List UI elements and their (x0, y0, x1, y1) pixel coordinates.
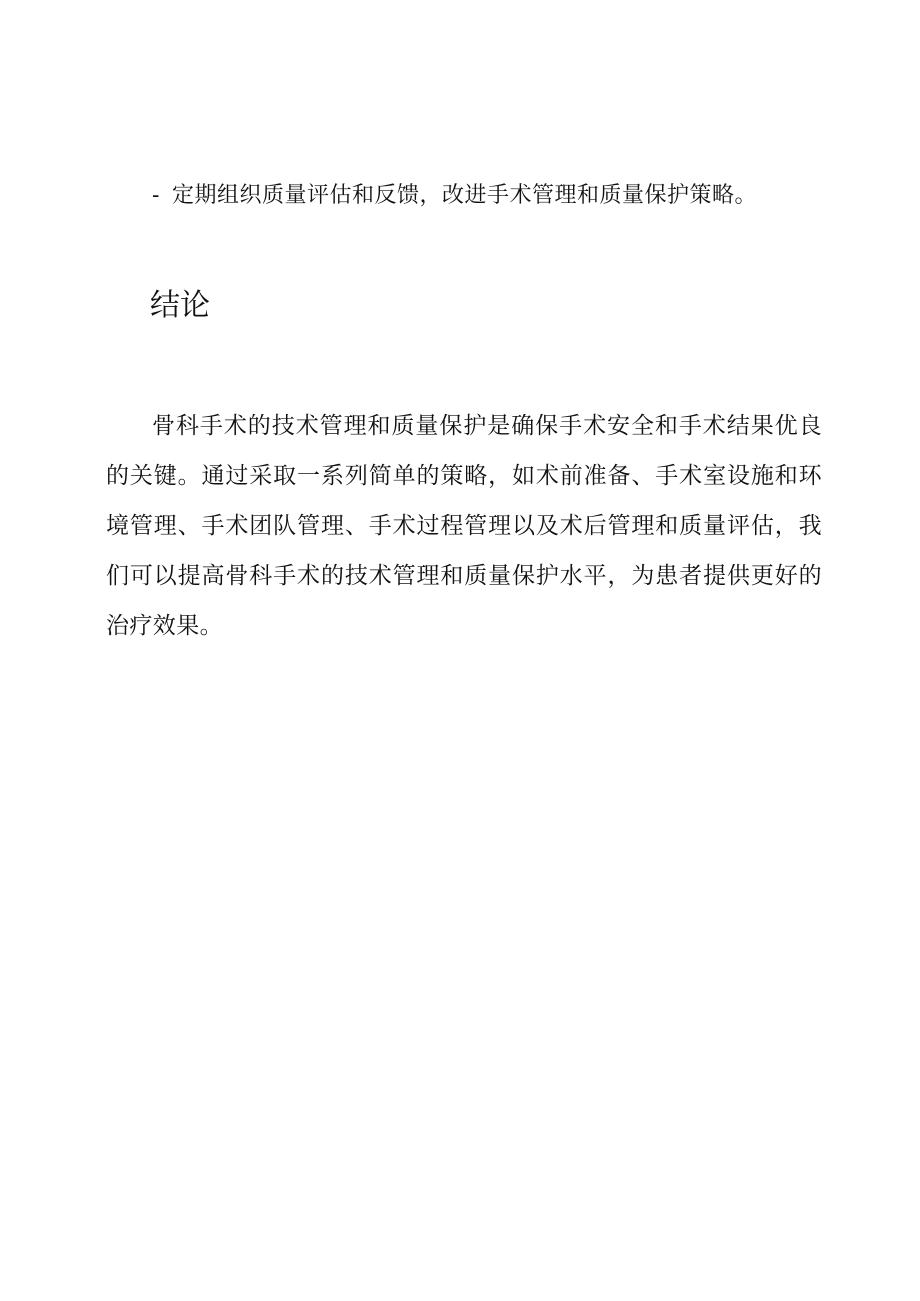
bullet-item (152, 178, 852, 214)
conclusion-heading: 结论 (150, 288, 210, 323)
conclusion-paragraph: 骨科手术的技术管理和质量保护是确保手术安全和手术结果优良的关键。通过采取一系列简单的策略，如术前准备、手术室设施和环境管理、手术团队管理、手术过程管理以及术后管理和质量评估，我们可以提高骨科手术的技术管理和质量保护水平，为患者提供更好的治疗效果。 (106, 413, 822, 639)
bullet-text: 定期组织质量评估和反馈，改进手术管理和质量保护策略。 (172, 183, 758, 208)
bullet-dash: - (152, 183, 160, 208)
